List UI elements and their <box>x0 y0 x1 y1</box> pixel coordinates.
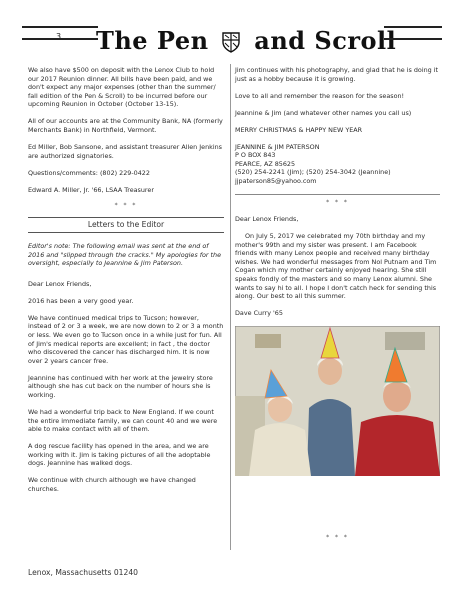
paragraph: Questions/comments: (802) 229-0422 <box>28 168 150 177</box>
birthday-photo-image <box>235 326 440 476</box>
editor-note: Editor's note: The following email was sent at the end of 2016 and "slipped through the cracks." My apologies for the oversight, especially to Jeannine & Jim Paterson. <box>28 242 222 268</box>
email-link[interactable]: jjpaterson85@yahoo.com <box>235 176 317 185</box>
section-stars: * * * <box>114 202 138 210</box>
paragraph: Ed Miller, Bob Sansone, and assistant treasurer Allen Jenkins are authorized signatories. <box>28 142 222 160</box>
contact-address <box>235 143 440 186</box>
paragraph: We also have $500 on deposit with the Lenox Club to hold our 2017 Reunion dinner. All bills have been paid, and we don't expect any major expenses (other than the summer/ fall edition of the Pen & Scroll) to be incurred before our upcoming Reunion in October (October 13-15). <box>28 66 216 109</box>
letter-greeting: Dear Lenox Friends, <box>235 215 299 224</box>
paragraph: We have continued medical trips to Tucson; however, instead of 2 or 3 a week, we are now down to 2 or 3 a month or less. We even go to Tucson once in a while just for fun. All of Jim's medical reports are excellent; in fact , the doctor who discovered the cancer has discharged him. It is now over 2 years cancer free. <box>28 313 224 365</box>
masthead-header <box>0 0 463 58</box>
paragraph: A dog rescue facility has opened in the area, and we are working with it. Jim is taking pictures of all the adoptable dogs. Jeannine has walked dogs. <box>28 442 211 468</box>
header-rule-right <box>384 26 442 40</box>
paragraph: We continue with church although we have changed churches. <box>28 476 196 493</box>
title-part-2: and Scroll <box>254 26 397 55</box>
paragraph: Jeannine & Jim (and whatever other names you call us) <box>235 108 412 117</box>
address-line: PEARCE, AZ 85625 <box>235 159 296 168</box>
address-line: JEANNINE & JIM PATERSON <box>235 142 320 151</box>
paragraph: We had a wonderful trip back to New England. If we count the entire immediate family, we can count 40 and we were able to make contact with all of them. <box>28 407 218 434</box>
address-line: P O BOX 843 <box>235 151 276 160</box>
letter-signature: Dave Curry '65 <box>235 309 283 318</box>
page-number: 3 <box>56 32 62 41</box>
section-stars: * * * <box>326 198 349 206</box>
right-column <box>235 66 440 476</box>
title-part-1: The Pen <box>96 26 209 55</box>
left-column <box>28 66 224 502</box>
paragraph: Jeannine has continued with her work at the jewelry store although she has cut back on the number of hours she is working. <box>28 373 213 399</box>
paragraph: All of our accounts are at the Community Bank, NA (formerly Merchants Bank) in Northfield, Vermont. <box>28 117 223 134</box>
column-divider <box>230 64 231 550</box>
section-stars: * * * <box>326 534 349 541</box>
newsletter-title <box>96 26 397 55</box>
section-divider <box>235 194 440 195</box>
birthday-photo <box>235 326 440 476</box>
letter-greeting: Dear Lenox Friends, <box>28 279 92 288</box>
paragraph: Jim continues with his photography, and glad that he is doing it just as a hobby because it is growing. <box>235 66 439 83</box>
paragraph: Love to all and remember the reason for the season! <box>235 91 405 100</box>
paragraph: MERRY CHRISTMAS & HAPPY NEW YEAR <box>235 125 363 134</box>
letters-section-heading: Letters to the Editor <box>28 217 224 233</box>
paragraph: 2016 has been a very good year. <box>28 296 134 305</box>
paragraph: On July 5, 2017 we celebrated my 70th birthday and my mother's 99th and my sister was present. I am Facebook friends with many Lenox people and received many birthday wishes. We had wonderful messages from Nol Putnam and Tim Cogan which my mother certainly enjoyed hearing. She still speaks fondly of the masters and so many Lenox alumni. She wants to say hi to all. I hope I don't catch heck for sending this along. Our best to all this summer. <box>235 232 437 301</box>
footer-location: Lenox, Massachusetts 01240 <box>28 568 138 577</box>
phone-line: (520) 254-2241 (Jim); (520) 254-3042 (Jeannine) <box>235 168 391 177</box>
treasurer-signature: Edward A. Miller, Jr. '66, LSAA Treasurer <box>28 185 154 194</box>
crest-shield-icon <box>221 31 241 53</box>
